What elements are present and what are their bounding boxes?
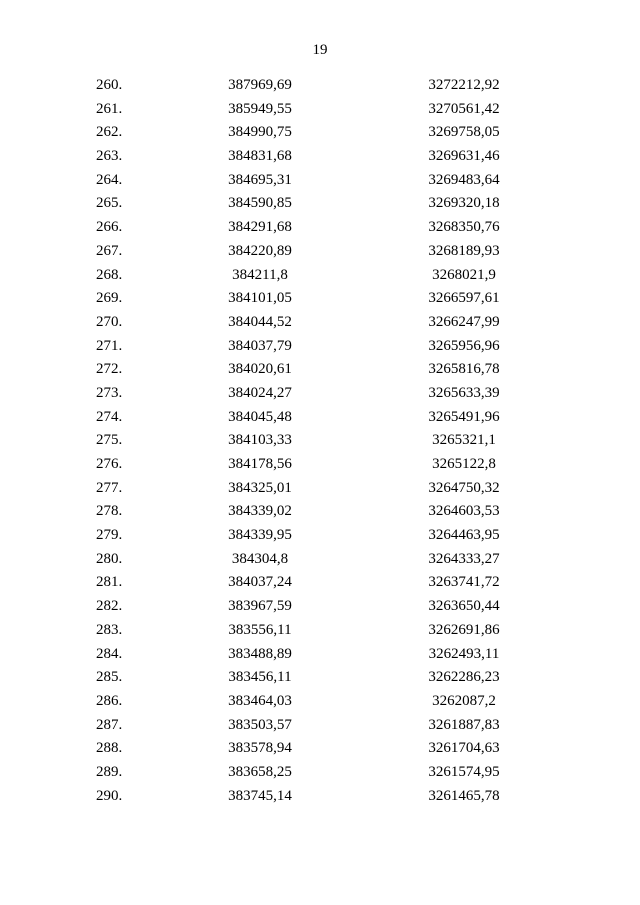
row-number: 273. <box>96 384 123 401</box>
x-coordinate: 383967,59 <box>228 598 292 615</box>
y-coordinate: 3268350,76 <box>428 219 500 236</box>
table-row <box>0 500 640 524</box>
table-row <box>0 690 640 714</box>
x-coordinate: 384291,68 <box>228 219 292 236</box>
table-row <box>0 98 640 122</box>
y-coordinate: 3263741,72 <box>428 574 500 591</box>
row-number: 276. <box>96 456 123 472</box>
row-number: 270. <box>96 313 123 330</box>
table-row <box>0 595 640 619</box>
y-coordinate: 3264333,27 <box>428 550 500 567</box>
x-coordinate: 384037,79 <box>228 337 292 354</box>
row-number: 272. <box>96 361 123 378</box>
table-row <box>0 216 640 240</box>
x-coordinate: 384178,56 <box>228 456 292 472</box>
x-coordinate: 384044,52 <box>228 313 292 330</box>
table-row <box>0 429 640 453</box>
y-coordinate: 3265491,96 <box>428 408 500 425</box>
row-number: 271. <box>96 337 123 354</box>
y-coordinate: 3263650,44 <box>428 598 500 615</box>
table-row <box>0 358 640 382</box>
row-number: 260. <box>96 77 123 93</box>
x-coordinate: 383456,11 <box>228 669 292 686</box>
y-coordinate: 3264603,53 <box>428 503 500 520</box>
row-number: 287. <box>96 716 123 733</box>
table-row <box>0 666 640 690</box>
table-row <box>0 169 640 193</box>
table-row <box>0 311 640 335</box>
x-coordinate: 383503,57 <box>228 716 292 733</box>
table-row <box>0 785 640 809</box>
x-coordinate: 384304,8 <box>231 550 289 567</box>
table-row <box>0 524 640 548</box>
row-number: 289. <box>96 763 123 780</box>
y-coordinate: 3261887,83 <box>428 716 500 733</box>
row-number: 266. <box>96 219 123 236</box>
x-coordinate: 384220,89 <box>228 242 292 259</box>
row-number: 275. <box>96 432 123 449</box>
y-coordinate: 3265321,1 <box>432 432 496 449</box>
x-coordinate: 383578,94 <box>228 740 292 757</box>
x-coordinate: 384103,33 <box>228 432 292 449</box>
coordinate-table <box>0 74 640 808</box>
row-number: 262. <box>96 124 123 141</box>
table-row <box>0 548 640 572</box>
row-number: 263. <box>96 148 123 165</box>
row-number: 279. <box>96 527 123 544</box>
y-coordinate: 3261465,78 <box>428 787 500 804</box>
x-coordinate: 384339,02 <box>228 503 292 520</box>
x-coordinate: 384990,75 <box>228 124 292 141</box>
y-coordinate: 3262493,11 <box>428 645 500 662</box>
x-coordinate: 384211,8 <box>232 266 288 283</box>
table-row <box>0 192 640 216</box>
y-coordinate: 3266597,61 <box>428 290 500 307</box>
x-coordinate: 383658,25 <box>228 763 292 780</box>
row-number: 278. <box>96 503 123 520</box>
x-coordinate: 385949,55 <box>228 100 292 117</box>
table-row <box>0 121 640 145</box>
x-coordinate: 384037,24 <box>228 574 292 591</box>
y-coordinate: 3264750,32 <box>428 479 500 496</box>
y-coordinate: 3261704,63 <box>428 740 500 757</box>
row-number: 285. <box>96 669 123 686</box>
table-row <box>0 406 640 430</box>
table-row <box>0 761 640 785</box>
table-row <box>0 643 640 667</box>
y-coordinate: 3264463,95 <box>428 527 500 544</box>
x-coordinate: 384695,31 <box>228 171 292 188</box>
x-coordinate: 384045,48 <box>228 408 292 425</box>
table-row <box>0 453 640 477</box>
y-coordinate: 3269758,05 <box>428 124 500 141</box>
y-coordinate: 3262286,23 <box>428 669 500 686</box>
row-number: 284. <box>96 645 123 662</box>
x-coordinate: 384101,05 <box>228 290 292 307</box>
row-number: 269. <box>96 290 123 307</box>
table-row <box>0 145 640 169</box>
x-coordinate: 384590,85 <box>228 195 292 212</box>
row-number: 288. <box>96 740 123 757</box>
x-coordinate: 383745,14 <box>228 787 292 804</box>
row-number: 290. <box>96 787 123 804</box>
page-number: 19 <box>312 42 328 58</box>
x-coordinate: 383556,11 <box>228 621 292 638</box>
row-number: 261. <box>96 100 123 117</box>
y-coordinate: 3262691,86 <box>428 621 500 638</box>
table-row <box>0 382 640 406</box>
row-number: 286. <box>96 692 123 709</box>
row-number: 277. <box>96 479 123 496</box>
y-coordinate: 3269631,46 <box>428 148 500 165</box>
row-number: 264. <box>96 171 123 188</box>
row-number: 281. <box>96 574 123 591</box>
table-row <box>0 287 640 311</box>
table-row <box>0 571 640 595</box>
y-coordinate: 3270561,42 <box>428 100 500 117</box>
table-row <box>0 74 640 98</box>
y-coordinate: 3268021,9 <box>432 266 496 283</box>
x-coordinate: 384831,68 <box>228 148 292 165</box>
table-row <box>0 737 640 761</box>
row-number: 267. <box>96 242 123 259</box>
x-coordinate: 387969,69 <box>228 77 292 93</box>
row-number: 265. <box>96 195 123 212</box>
y-coordinate: 3268189,93 <box>428 242 500 259</box>
x-coordinate: 384020,61 <box>228 361 292 378</box>
y-coordinate: 3261574,95 <box>428 763 500 780</box>
y-coordinate: 3265816,78 <box>428 361 500 378</box>
row-number: 283. <box>96 621 123 638</box>
y-coordinate: 3265633,39 <box>428 384 500 401</box>
table-row <box>0 619 640 643</box>
table-row <box>0 335 640 359</box>
y-coordinate: 3269483,64 <box>428 171 500 188</box>
x-coordinate: 383488,89 <box>228 645 292 662</box>
y-coordinate: 3262087,2 <box>432 692 496 709</box>
y-coordinate: 3266247,99 <box>428 313 500 330</box>
x-coordinate: 384325,01 <box>228 479 292 496</box>
y-coordinate: 3269320,18 <box>428 195 500 212</box>
x-coordinate: 384024,27 <box>228 384 292 401</box>
x-coordinate: 384339,95 <box>228 527 292 544</box>
row-number: 274. <box>96 408 123 425</box>
y-coordinate: 3265956,96 <box>428 337 500 354</box>
row-number: 268. <box>96 266 123 283</box>
table-row <box>0 264 640 288</box>
y-coordinate: 3265122,8 <box>432 456 496 472</box>
table-row <box>0 477 640 501</box>
table-row <box>0 714 640 738</box>
y-coordinate: 3272212,92 <box>428 77 500 93</box>
table-row <box>0 240 640 264</box>
row-number: 282. <box>96 598 123 615</box>
row-number: 280. <box>96 550 123 567</box>
x-coordinate: 383464,03 <box>228 692 292 709</box>
